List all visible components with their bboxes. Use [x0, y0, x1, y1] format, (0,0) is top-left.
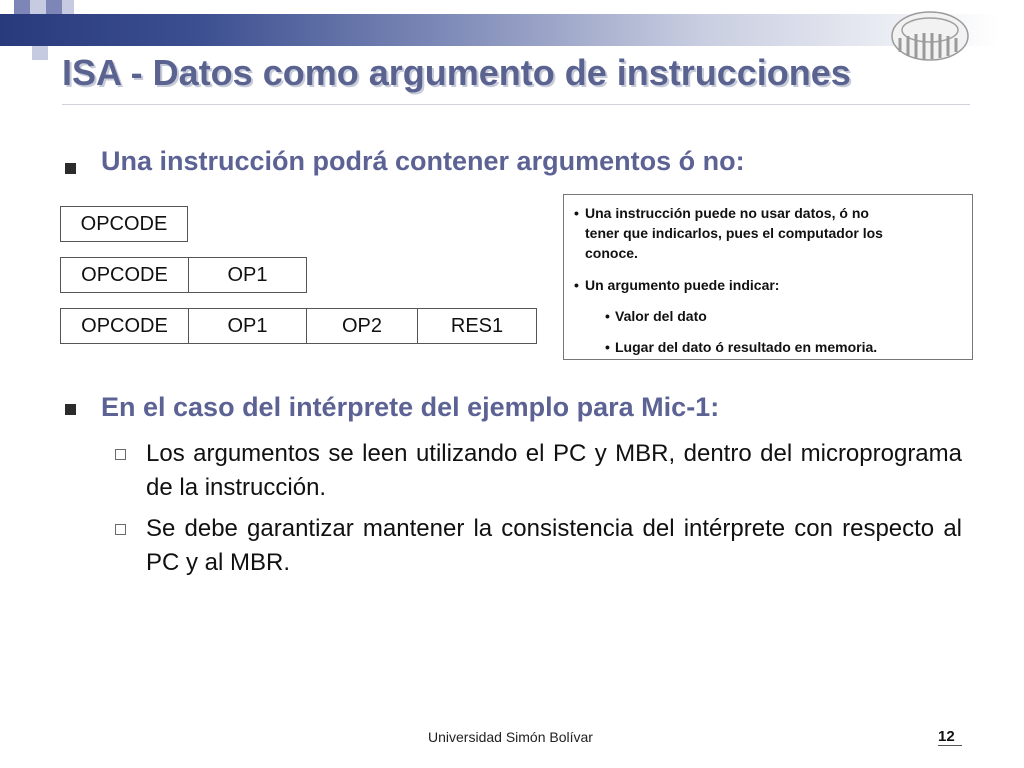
bullet-heading: Una instrucción podrá contener argumentos ó no:: [101, 146, 745, 176]
note-text: Un argumento puede indicar:: [585, 277, 780, 293]
square-bullet-icon: [65, 404, 76, 415]
footer-institution: Universidad Simón Bolívar: [428, 729, 593, 745]
note-text: Valor del dato: [615, 308, 707, 324]
university-logo-icon: [888, 6, 972, 66]
opcode-box: OPCODE: [60, 308, 189, 344]
note-text: Una instrucción puede no usar datos, ó no: [585, 205, 869, 221]
operand-box: OP1: [188, 257, 307, 293]
slide-title: ISA - Datos como argumento de instrucciones: [62, 52, 851, 93]
operand-box: OP2: [306, 308, 418, 344]
sub-bullet-text: Los argumentos se leen utilizando el PC y MBR, dentro del microprograma de la instrucción.: [146, 440, 962, 501]
square-bullet-icon: [65, 163, 76, 174]
operand-box: OP1: [188, 308, 307, 344]
corner-square-decoration: [14, 0, 30, 14]
note-text: tener que indicarlos, pues el computador los: [585, 225, 883, 241]
note-text: Lugar del dato ó resultado en memoria.: [615, 339, 878, 355]
hollow-square-bullet-icon: [115, 449, 126, 460]
note-box: [563, 194, 973, 360]
note-text: conoce.: [585, 245, 638, 261]
corner-square-decoration: [62, 0, 74, 14]
corner-square-decoration: [30, 0, 46, 14]
corner-square-decoration: [46, 0, 62, 14]
page-number-underline: [938, 745, 962, 746]
page-number: 12: [938, 728, 955, 745]
hollow-square-bullet-icon: [115, 524, 126, 535]
sub-bullet-text: Se debe garantizar mantener la consistencia del intérprete con respecto al PC y al MBR.: [146, 515, 962, 576]
title-underline: [62, 104, 970, 105]
note-bullet-dot: •: [605, 308, 610, 324]
note-bullet-dot: •: [605, 339, 610, 355]
note-bullet-dot: •: [574, 277, 579, 293]
result-box: RES1: [417, 308, 537, 344]
opcode-box: OPCODE: [60, 257, 189, 293]
opcode-box: OPCODE: [60, 206, 188, 242]
note-bullet-dot: •: [574, 205, 579, 221]
corner-square-decoration: [32, 46, 48, 60]
bullet-heading: En el caso del intérprete del ejemplo para Mic-1:: [101, 392, 720, 422]
header-banner: [0, 14, 1000, 46]
